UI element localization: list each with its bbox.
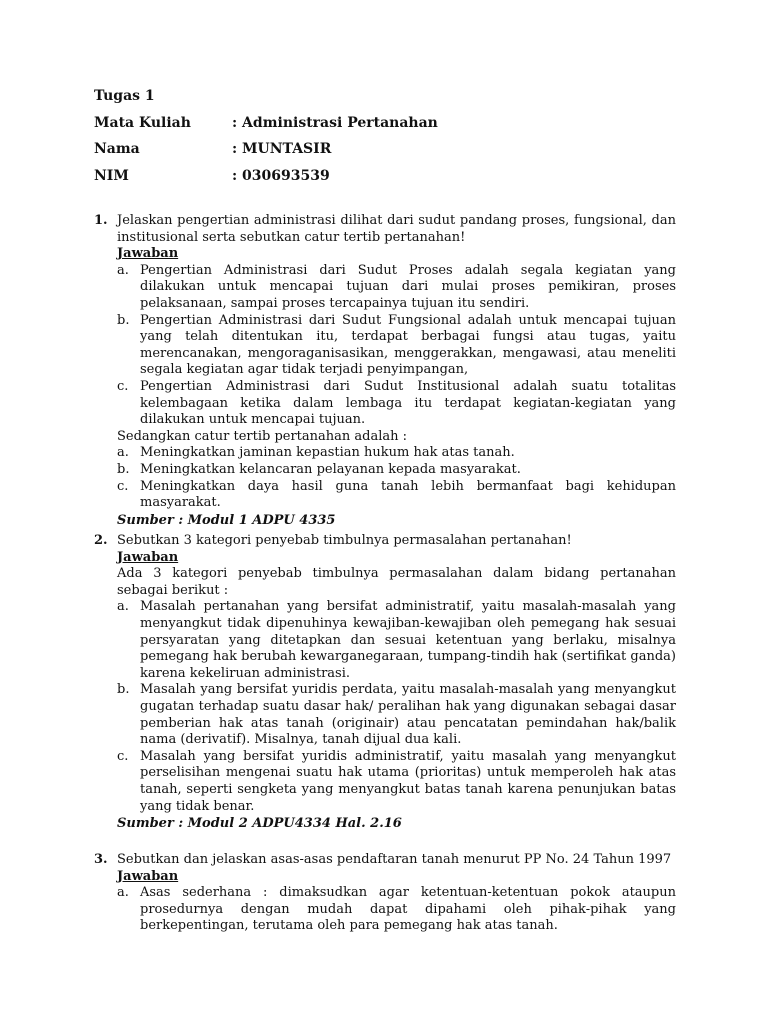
nim-value: : 030693539 (232, 167, 330, 184)
answer-intro: Ada 3 kategori penyebab timbulnya permasalahan dalam bidang pertanahan sebagai berikut : (117, 566, 676, 598)
item-text: Pengertian Administrasi dari Sudut Institusional adalah suatu totalitas kelembagaan ketika dalam lembaga itu terdapat kegiatan-kegiatan yang dilakukan untuk mencapai tujuan. (140, 378, 676, 428)
item-text: Meningkatkan kelancaran pelayanan kepada masyarakat. (140, 461, 521, 477)
item-letter: b. (117, 682, 130, 698)
list-item (117, 445, 676, 462)
name-row (94, 139, 438, 166)
list-item (117, 379, 676, 429)
list-item (117, 462, 676, 479)
list-item (117, 263, 676, 313)
item-text: Masalah yang bersifat yuridis perdata, yaitu masalah-masalah yang menyangkut gugatan terhadap suatu dasar hak/ peralihan hak yang digunakan sebagai dasar pemberian hak atas tanah (originair) atau pencatatan pemindahan hak/balik nama (derivatif). Misalnya, tanah dijual dua kali. (140, 682, 676, 748)
item-text: Asas sederhana : dimaksudkan agar ketentuan-ketentuan pokok ataupun prosedurnya dengan mudah dapat dipahami oleh pihak-pihak yang berkepentingan, terutama oleh para pemegang hak atas tanah. (140, 885, 676, 934)
list-item (117, 313, 676, 379)
answer-heading: Jawaban (117, 549, 179, 565)
question-2 (94, 533, 676, 833)
question-number: 1. (94, 213, 108, 228)
source-citation: Sumber : Modul 1 ADPU 4335 (117, 512, 336, 528)
item-letter: c. (117, 478, 129, 494)
course-row (94, 113, 438, 140)
item-letter: b. (117, 461, 130, 477)
list-item (117, 682, 676, 748)
sub-intro: Sedangkan catur tertib pertanahan adalah : (117, 428, 408, 444)
question-1 (94, 213, 676, 529)
item-text: Pengertian Administrasi dari Sudut Fungsional adalah untuk mencapai tujuan yang telah ditentukan itu, terdapat berbagai fungsi atau tugas, yaitu merencanakan, mengoraganisasikan, menggerakkan, mengawasi, atau meneliti segala kegiatan agar tidak terjadi penyimpangan, (140, 312, 676, 378)
question-number: 3. (94, 852, 108, 867)
item-letter: a. (117, 445, 129, 461)
item-letter: a. (117, 599, 129, 615)
assignment-header (94, 86, 438, 192)
item-letter: c. (117, 748, 129, 764)
course-value: : Administrasi Pertanahan (232, 114, 438, 131)
item-text: Meningkatkan daya hasil guna tanah lebih bermanfaat bagi kehidupan masyarakat. (140, 478, 676, 511)
question-3 (94, 852, 676, 935)
name-label: Nama (94, 141, 140, 157)
list-item (117, 885, 676, 935)
source-citation: Sumber : Modul 2 ADPU4334 Hal. 2.16 (117, 816, 402, 832)
item-text: Meningkatkan jaminan kepastian hukum hak atas tanah. (140, 445, 515, 461)
item-letter: a. (117, 262, 129, 278)
item-letter: c. (117, 378, 129, 394)
question-text: Sebutkan 3 kategori penyebab timbulnya permasalahan pertanahan! (117, 533, 572, 548)
answer-heading: Jawaban (117, 868, 179, 884)
question-text: Jelaskan pengertian administrasi dilihat dari sudut pandang proses, fungsional, dan institusional serta sebutkan catur tertib pertanahan! (117, 213, 676, 245)
list-item (117, 749, 676, 815)
item-text: Masalah yang bersifat yuridis administratif, yaitu masalah yang menyangkut perselisihan mengenai suatu hak utama (prioritas) untuk memperoleh hak atas tanah, seperti sengketa yang menyangkut batas tanah karena penunjukan batas yang tidak benar. (140, 748, 676, 814)
assignment-title: Tugas 1 (94, 88, 155, 104)
item-letter: a. (117, 885, 129, 901)
list-item (117, 599, 676, 682)
answer-heading: Jawaban (117, 246, 179, 262)
question-number: 2. (94, 533, 108, 548)
item-text: Pengertian Administrasi dari Sudut Proses adalah segala kegiatan yang dilakukan untuk mencapai tujuan dari mulai proses pemikiran, proses pelaksanaan, sampai proses tercapainya tujuan itu sendiri. (140, 262, 676, 311)
nim-row (94, 166, 438, 193)
nim-label: NIM (94, 167, 129, 184)
question-text: Sebutkan dan jelaskan asas-asas pendaftaran tanah menurut PP No. 24 Tahun 1997 (117, 852, 672, 867)
name-value: : MUNTASIR (232, 141, 332, 157)
course-label: Mata Kuliah (94, 114, 191, 131)
list-item (117, 479, 676, 512)
item-letter: b. (117, 312, 130, 328)
item-text: Masalah pertanahan yang bersifat administratif, yaitu masalah-masalah yang menyangkut tidak dipenuhinya kewajiban-kewajiban oleh pemegang hak sesuai persyaratan yang ditetapkan dan sesuai ketentuan yang berlaku, misalnya pemegang hak berubah kewarganegaraan, tumpang-tindih hak (sertifikat ganda) karena kekeliruan administrasi. (140, 599, 676, 681)
